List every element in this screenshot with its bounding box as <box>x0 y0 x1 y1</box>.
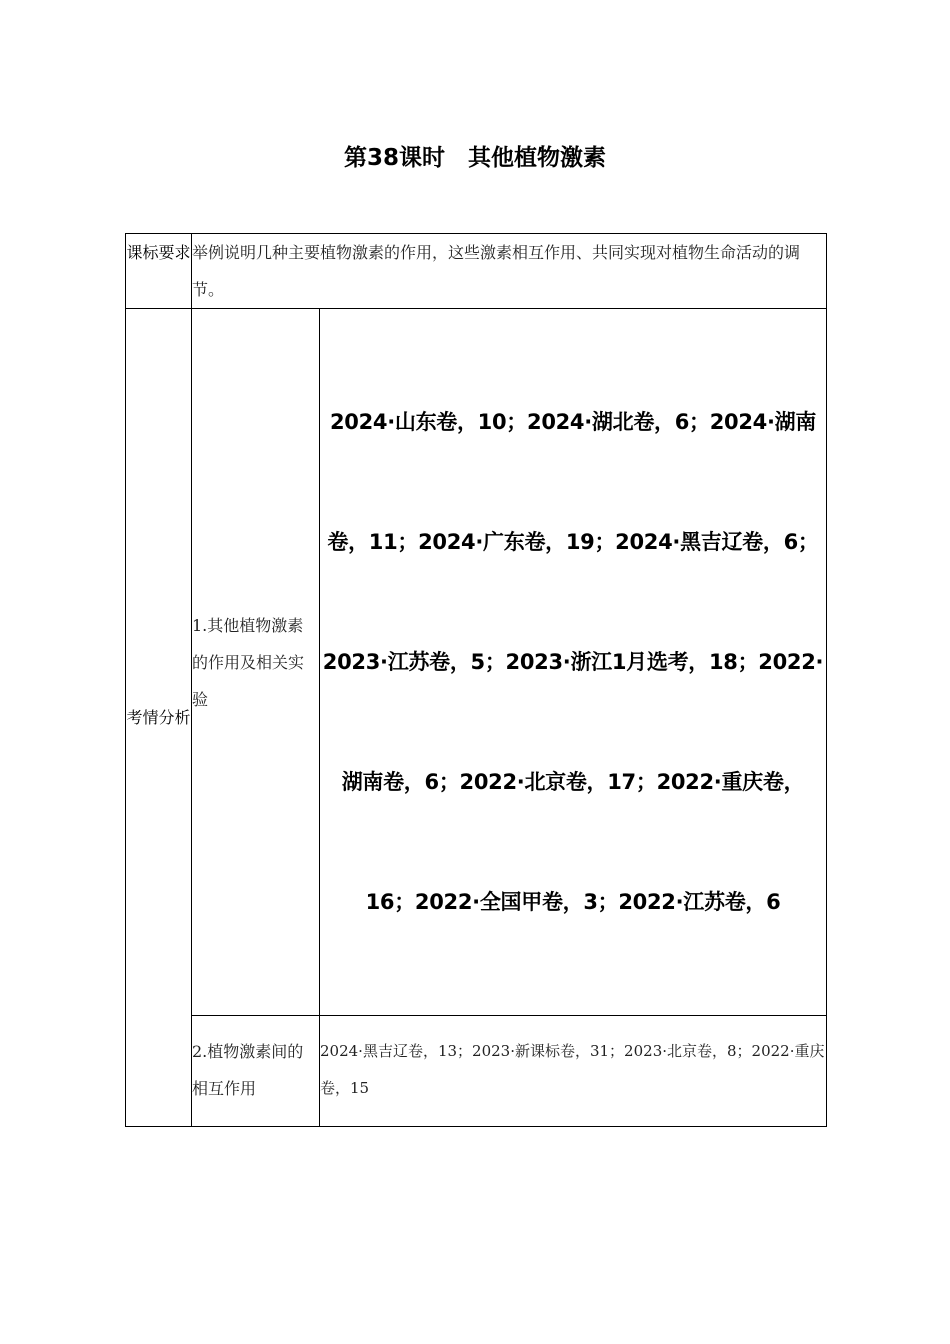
topic-1-sources: 2024·山东卷，10；2024·湖北卷，6；2024·湖南卷，11；2024·广东卷，19；2024·黑吉辽卷，6；2023·江苏卷，5；2023·浙江1月选考，18；2022·湖南卷，6；2022·北京卷，17；2022·重庆卷，16；2022·全国甲卷，3；2022·江苏卷，6 <box>320 309 827 1016</box>
page-title: 第38课时 其他植物激素 <box>343 145 606 171</box>
analysis-header: 考情分析 <box>126 309 192 1127</box>
analysis-row-2 <box>126 1016 827 1127</box>
topic-1-label: 1.其他植物激素的作用及相关实验 <box>192 309 320 1016</box>
topic-2-sources: 2024·黑吉辽卷，13；2023·新课标卷，31；2023·北京卷，8；2022·重庆卷，15 <box>320 1016 827 1127</box>
curriculum-table <box>125 233 827 1127</box>
analysis-row-1 <box>126 309 827 1016</box>
requirement-header: 课标要求 <box>126 234 192 309</box>
topic-2-label: 2.植物激素间的相互作用 <box>192 1016 320 1127</box>
requirement-text: 举例说明几种主要植物激素的作用，这些激素相互作用、共同实现对植物生命活动的调节。 <box>192 234 827 309</box>
requirement-row <box>126 234 827 309</box>
